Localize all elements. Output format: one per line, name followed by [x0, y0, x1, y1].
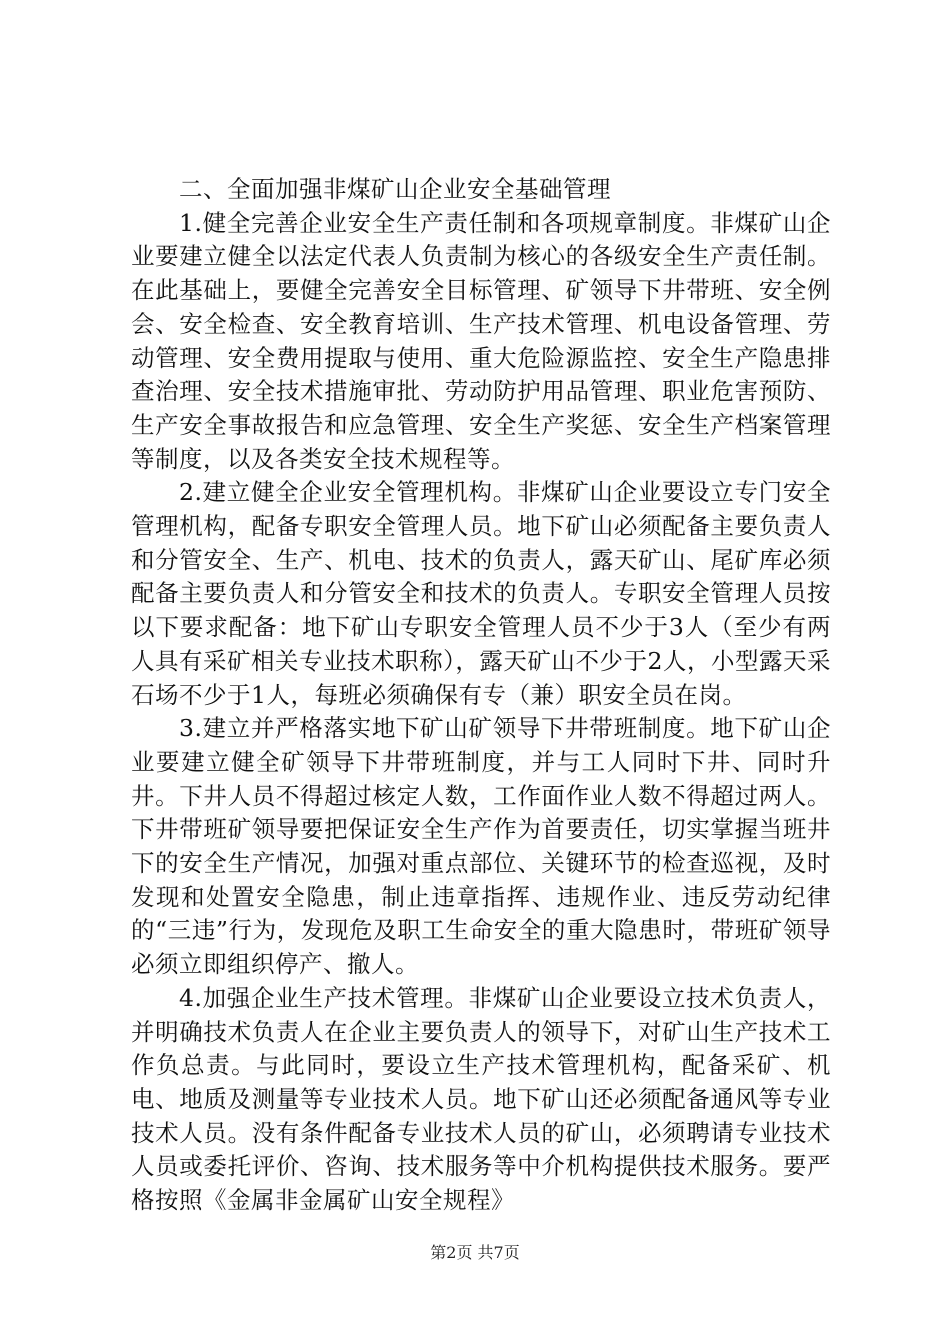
- paragraph-4: 4.加强企业生产技术管理。非煤矿山企业要设立技术负责人，并明确技术负责人在企业主要负责人的领导下，对矿山生产技术工作负总责。与此同时，要设立生产技术管理机构，配备采矿、机电、地质及测量等专业技术人员。地下矿山还必须配备通风等专业技术人员。没有条件配备专业技术人员的矿山，必须聘请专业技术人员或委托评价、咨询、技术服务等中介机构提供技术服务。要严格按照《金属非金属矿山安全规程》: [131, 983, 831, 1215]
- paragraph-1: 1.健全完善企业安全生产责任制和各项规章制度。非煤矿山企业要建立健全以法定代表人负责制为核心的各级安全生产责任制。在此基础上，要健全完善安全目标管理、矿领导下井带班、安全例会、安全检查、安全教育培训、生产技术管理、机电设备管理、劳动管理、安全费用提取与使用、重大危险源监控、安全生产隐患排查治理、安全技术措施审批、劳动防护用品管理、职业危害预防、生产安全事故报告和应急管理、安全生产奖惩、安全生产档案管理等制度，以及各类安全技术规程等。: [131, 208, 831, 473]
- page-footer: 第2页 共7页: [430, 1243, 520, 1262]
- paragraph-2: 2.建立健全企业安全管理机构。非煤矿山企业要设立专门安全管理机构，配备专职安全管理人员。地下矿山必须配备主要负责人和分管安全、生产、机电、技术的负责人，露天矿山、尾矿库必须配备主要负责人和分管安全和技术的负责人。专职安全管理人员按以下要求配备：地下矿山专职安全管理人员不少于3人（至少有两人具有采矿相关专业技术职称），露天矿山不少于2人，小型露天采石场不少于1人，每班必须确保有专（兼）职安全员在岗。: [131, 478, 831, 709]
- section-heading: 二、全面加强非煤矿山企业安全基础管理: [179, 175, 611, 203]
- document-body: [131, 173, 831, 1218]
- paragraph-3: 3.建立并严格落实地下矿山矿领导下井带班制度。地下矿山企业要建立健全矿领导下井带班制度，并与工人同时下井、同时升井。下井人员不得超过核定人数，工作面作业人数不得超过两人。下井带班矿领导要把保证安全生产作为首要责任，切实掌握当班井下的安全生产情况，加强对重点部位、关键环节的检查巡视，及时发现和处置安全隐患，制止违章指挥、违规作业、违反劳动纪律的“三违”行为，发现危及职工生命安全的重大隐患时，带班矿领导必须立即组织停产、撤人。: [131, 714, 831, 979]
